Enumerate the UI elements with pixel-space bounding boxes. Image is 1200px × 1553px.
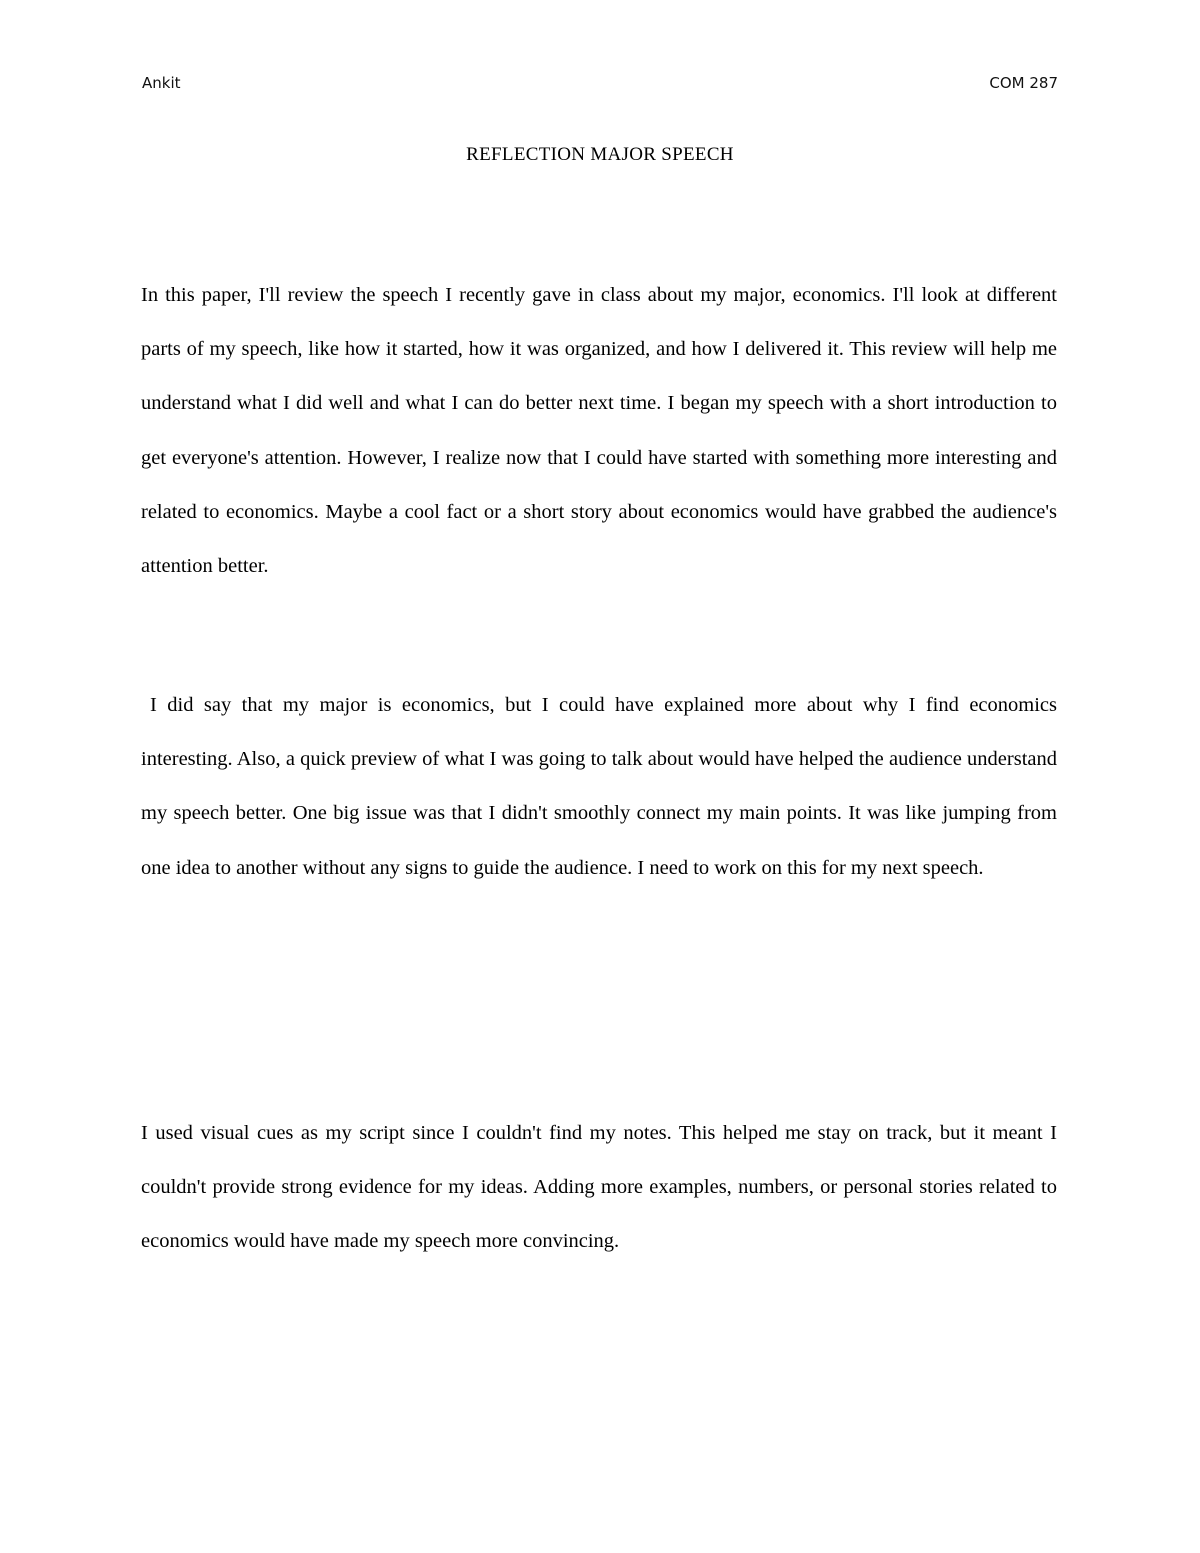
header-author: Ankit [142,74,181,92]
paragraph-2: I did say that my major is economics, but I could have explained more about why I find economics interesting. Also, a quick preview of what I was going to talk about would have helped the audience understand my speech better. One big issue was that I didn't smoothly connect my main points. It was like jumping from one idea to another without any signs to guide the audience. I need to work on this for my next speech. [141,694,1057,879]
document-title: REFLECTION MAJOR SPEECH [466,144,734,165]
paragraph-3: I used visual cues as my script since I couldn't find my notes. This helped me stay on track, but it meant I couldn't provide strong evidence for my ideas. Adding more examples, numbers, or personal stories related to economics would have made my speech more convincing. [141,1122,1057,1253]
header-course: COM 287 [989,74,1058,92]
page-header [142,74,1058,98]
paragraph-1: In this paper, I'll review the speech I recently gave in class about my major, economics. I'll look at different parts of my speech, like how it started, how it was organized, and how I delivered it. This review will help me understand what I did well and what I can do better next time. I began my speech with a short introduction to get everyone's attention. However, I realize now that I could have started with something more interesting and related to economics. Maybe a cool fact or a short story about economics would have grabbed the audience's attention better. [141,284,1057,578]
